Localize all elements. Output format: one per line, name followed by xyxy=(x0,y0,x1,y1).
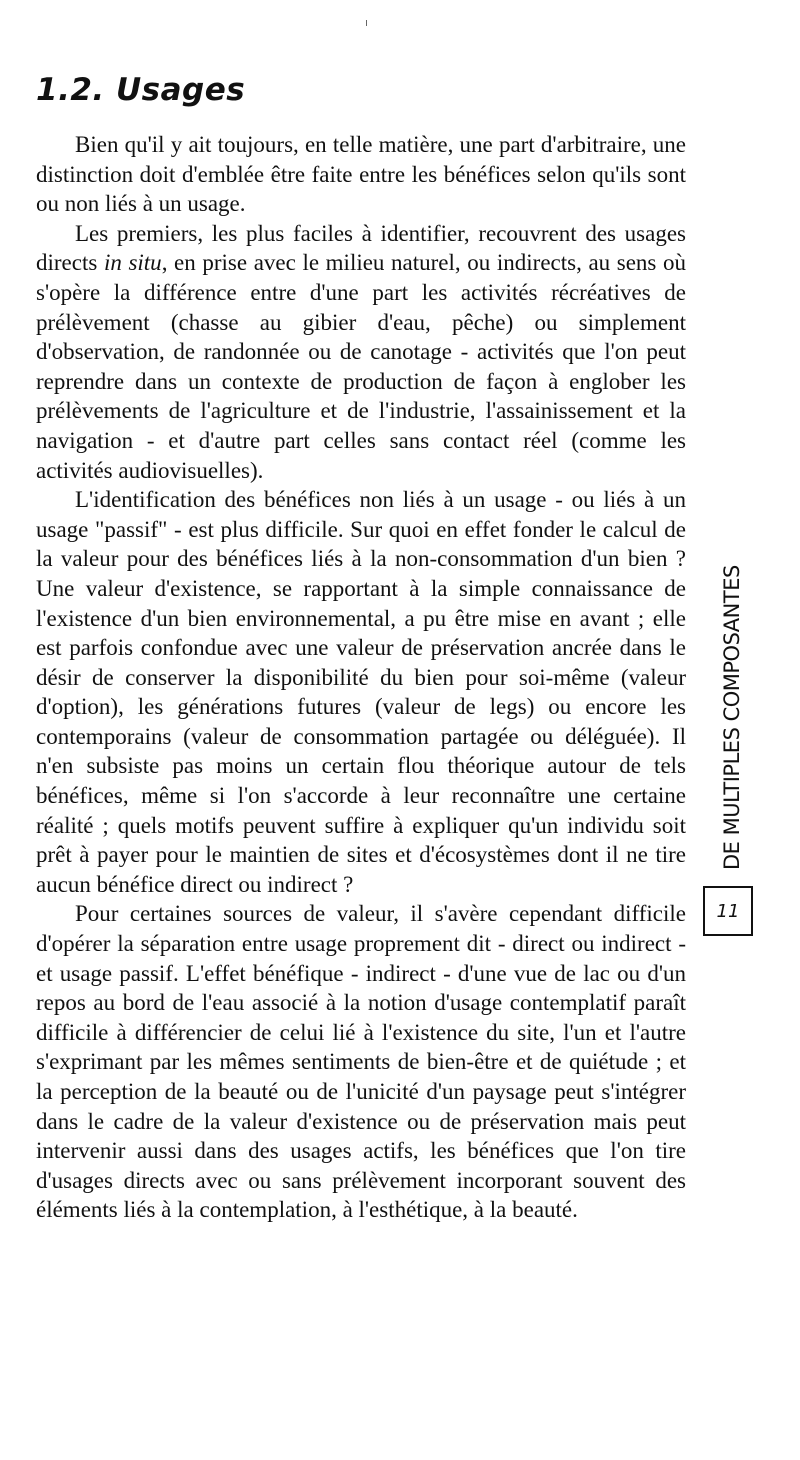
paragraph-4: Pour certaines sources de valeur, il s'avère cependant difficile d'opérer la séparation entre usage proprement dit - direct ou indirect - et usage passif. L'effet bénéfique - indirect - d'une vue de lac ou d'un repos au bord de l'eau associé à la notion d'usage contemplatif paraît difficile à différencier de celui lié à l'existence du site, l'un et l'autre s'exprimant par les mêmes sentiments de bien-être et de quiétude ; et la perception de la beauté ou de l'unicité d'un paysage peut s'intégrer dans le cadre de la valeur d'existence ou de préservation mais peut intervenir aussi dans des usages actifs, les bénéfices que l'on tire d'usages directs avec ou sans prélèvement incorporant souvent des éléments liés à la contemplation, à l'esthétique, à la beauté. xyxy=(36,901,686,1223)
body-text xyxy=(36,130,686,1225)
paragraph-2-italic: in situ xyxy=(103,250,162,276)
paragraph-2-end: , en prise avec le milieu naturel, ou indirects, au sens où s'opère la différence entre d'une part les activités récréatives de prélèvement (chasse au gibier d'eau, pêche) ou simplement d'observation, de randonnée ou de canotage - activités que l'on peut reprendre dans un contexte de production de façon à englober les prélèvements de l'agriculture et de l'industrie, l'assainissement et la navigation - et d'autre part celles sans contact réel (comme les activités audiovisuelles). xyxy=(36,250,687,483)
section-heading: 1.2. Usages xyxy=(36,72,246,108)
paragraph-1: Bien qu'il y ait toujours, en telle matière, une part d'arbitraire, une distinction doit d'emblée être faite entre les bénéfices selon qu'ils sont ou non liés à un usage. xyxy=(36,132,686,217)
scan-mark xyxy=(366,20,367,26)
page-number-box xyxy=(703,886,753,936)
paragraph-2 xyxy=(36,219,686,485)
running-title-text: DE MULTIPLES COMPOSANTES xyxy=(720,565,744,870)
page-number: 11 xyxy=(716,900,740,922)
paragraph-3: L'identification des bénéfices non liés à un usage - ou liés à un usage "passif" - est plus difficile. Sur quoi en effet fonder le calcul de la valeur pour des bénéfices liés à la non-consommation d'un bien ? Une valeur d'existence, se rapportant à la simple connaissance de l'existence d'un bien environnemental, a pu être mise en avant ; elle est parfois confondue avec une valeur de préservation ancrée dans le désir de conserver la disponibilité du bien pour soi-même (valeur d'option), les générations futures (valeur de legs) ou encore les contemporains (valeur de consommation partagée ou déléguée). Il n'en subsiste pas moins un certain flou théorique autour de tels bénéfices, même si l'on s'accorde à leur reconnaître une certaine réalité ; quels motifs peuvent suffire à expliquer qu'un individu soit prêt à payer pour le maintien de sites et d'écosystèmes dont il ne tire aucun bénéfice direct ou indirect ? xyxy=(36,487,686,897)
paragraph-2-start: Les premiers, les plus faciles à identifier, recouvrent des usages directs xyxy=(36,220,686,276)
